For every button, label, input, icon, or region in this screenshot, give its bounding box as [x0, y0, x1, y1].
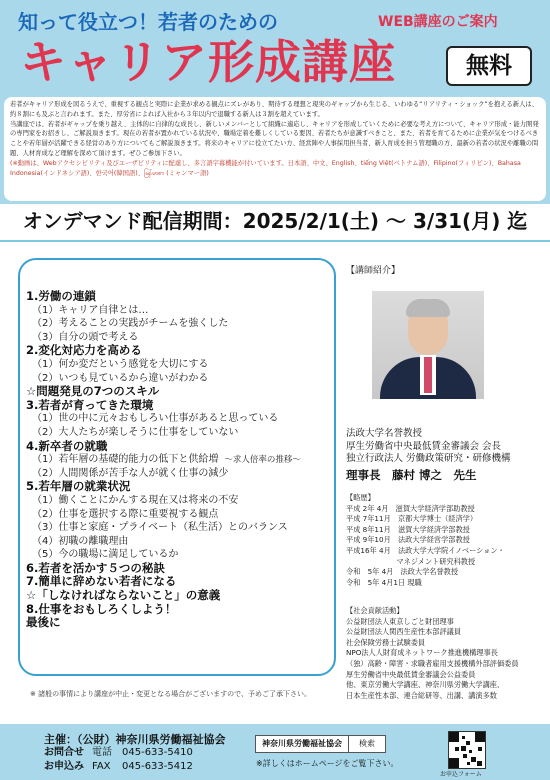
history-item: 平成 8年11月 滋賀大学経済学部教授	[346, 524, 470, 534]
speaker-title-3: 独立行政法人 労働政策研究・研修機構	[346, 453, 511, 464]
delivery-period: オンデマンド配信期間：2025/2/1(土) ～ 3/31(月) 迄	[22, 209, 528, 233]
history-item: 平成16年 4月 法政大学大学院イノベーション・	[346, 545, 505, 555]
search-button[interactable]: 検索	[349, 735, 386, 753]
period-divider	[0, 240, 550, 242]
activity-item: NPO法人人財育成ネットワーク推進機構理事長	[346, 648, 498, 658]
subtitle-note: (※動画は、Webアクセシビリティ及びユーザビリティに配慮し、多言語字幕機能が付いています。日本語、中文、English、tiếng Việt(ベトナム語)、Filipino(フィリピン)、Bahasa Indonesia(インドネシア語)、한국어(韓国語)、မြန်မာစာ (ミャンマー語)	[10, 159, 521, 177]
phone-label: 電話	[92, 747, 112, 758]
toc-subitem: （2）いつも見ているから違いがわかる	[32, 372, 209, 384]
toc-subitem: （1）キャリア自律とは…	[32, 304, 149, 316]
activity-item: （独）高齢・障害・求職者雇用支援機構外部評価委員	[346, 658, 519, 668]
history-item: 平成 2年 4月 滋賀大学経済学部助教授	[346, 503, 475, 513]
cancellation-note: ※ 諸般の事情により講座が中止・変更となる場合がございますので、予めご了承下さい。	[30, 690, 311, 698]
toc-heading: 6.若者を活かす５つの秘訣	[26, 560, 165, 575]
toc-subitem: （1）世の中に元々おもしろい仕事があると思っている	[32, 413, 279, 425]
main-title: キャリア形成講座	[20, 35, 396, 89]
toc-heading: 3.若者が育ってきた環境	[26, 397, 154, 412]
toc-heading: ☆「しなければならないこと」の意義	[26, 588, 221, 603]
toc-subitem: （3）仕事と家庭・プライベート（私生活）とのバランス	[32, 522, 288, 534]
pre-title: 知って役立つ！若者のための	[18, 10, 278, 34]
intro-paragraph-1: 若者がキャリア形成を図るうえで、重視する観点と実際に企業が求める観点にズレがあり、期待する理想と現実のギャップから生じる、いわゆる“リアリティ・ショック”を抱える新人は、約８割にも及ぶと言われます。また、厚労省によれば入社から３年以内で退職する新人は３割を超えています。	[10, 101, 539, 118]
fax-number: 045-633-5412	[122, 761, 193, 772]
free-badge: 無料	[446, 46, 532, 86]
toc-subitem: （5）今の職場に満足しているか	[32, 549, 179, 561]
search-bar	[255, 735, 386, 751]
history-item: 令和 5年 4月 法政大学名誉教授	[346, 567, 459, 577]
toc-subitem: （2）仕事を選択する際に重要視する観点	[32, 508, 219, 520]
activity-item: 日本生産性本部、連合総研等、出講、講演多数	[346, 690, 497, 700]
career-history	[346, 493, 546, 588]
history-item: 平成 7年11月 京都大学博士（経済学）	[346, 514, 478, 524]
activity-item: 厚生労働省中央最低賃金審議会公益委員	[346, 669, 476, 679]
history-item: 平成 9年10月 法政大学経営学部教授	[346, 535, 470, 545]
contact-info	[44, 746, 193, 774]
toc-heading: 1.労働の連鎖	[26, 289, 96, 303]
history-label: 【略歴】	[346, 493, 375, 502]
toc-subitem: （4）初職の離職理由	[32, 535, 129, 547]
fax-label: FAX	[92, 761, 111, 772]
activity-label: 【社会貢献活動】	[346, 606, 404, 615]
speaker-profile	[346, 428, 546, 481]
organizer: 主催：（公財）神奈川県労働福祉協会	[44, 733, 226, 746]
apply-label: お申込み	[44, 761, 84, 772]
toc-heading: 7.簡単に辞めない若者になる	[26, 574, 177, 589]
speaker-title-1: 法政大学名誉教授	[346, 428, 423, 439]
intro-paragraph-2: 当講座では、若者がギャップを乗り越え、主体的に自律的な成長し、新しいメンバーとして組織に適応し、キャリアを形成していくために必要な考え方について、キャリア形成・能力開発の専門家をお招きし、ご解説頂きます。現在の若者が置かれている状況や、職場定着を難しくしている要因、若者たちが意識すべきこと、また、若者を育てるために企業が気をつけるべきことや若年層が活躍できる経営のあり方についてもご解説頂きます。将来のキャリアに役立てたい方、経営陣や人事採用担当者、新人育成を担う管理職の方、最新の若者の状況や離職の問題、人材育成など理解を深めて頂けます。ぜひご参加下さい。	[10, 120, 539, 157]
activity-item: 他、東京労働大学講座、神奈川県労働大学講座、	[346, 680, 505, 690]
speaker-label: 【講師紹介】	[346, 266, 401, 276]
table-of-contents	[26, 290, 331, 630]
toc-heading: 8.仕事をおもしろくしよう！	[26, 601, 177, 616]
speaker-photo	[372, 291, 484, 399]
speaker-name: 理事長 藤村 博之 先生	[346, 467, 477, 482]
toc-heading: ☆問題発見の7つのスキル	[26, 384, 160, 399]
history-item: マネジメント研究科教授	[346, 556, 476, 566]
toc-heading: 4.新卒者の就職	[26, 438, 108, 453]
history-item: 令和 5年 4月1日 現職	[346, 577, 422, 587]
toc-heading: 最後に	[26, 615, 61, 630]
toc-subitem-note: ～求人倍率の推移～	[224, 455, 301, 466]
phone-number[interactable]: 045-633-5410	[122, 747, 193, 758]
toc-heading: 5.若年層の就業状況	[26, 479, 131, 494]
search-input[interactable]: 神奈川県労働福祉協会	[255, 735, 349, 753]
toc-subitem: （2）考えることの実践がチームを強くした	[32, 318, 229, 330]
toc-subitem: （1）働くことにかんする現在又は将来の不安	[32, 494, 239, 506]
toc-subitem: （2）人間関係が苦手な人が就く仕事の減少	[32, 467, 229, 479]
toc-subitem: （3）自分の頭で考える	[32, 331, 139, 343]
web-label: WEB講座のご案内	[378, 14, 498, 30]
qr-code-icon[interactable]	[448, 731, 486, 769]
homepage-note: ※詳しくはホームページをご覧下さい。	[256, 759, 399, 768]
activity-item: 公益財団法人関西生産性本部評議員	[346, 627, 462, 637]
speaker-section-label	[346, 263, 546, 276]
inquiry-label: お問合せ	[44, 747, 84, 758]
toc-subitem: （1）若年層の基礎的能力の低下と供給増 ～求人倍率の推移～	[32, 454, 301, 466]
toc-subitem: （1）何か変だという感覚を大切にする	[32, 358, 209, 370]
toc-heading: 2.変化対応力を高める	[26, 343, 142, 358]
qr-label: お申込フォーム	[440, 771, 482, 778]
activity-item: 公益財団法人東京しごと財団理事	[346, 616, 454, 626]
toc-subitem: （2）大人たちが楽しそうに仕事をしていない	[32, 426, 239, 438]
social-activities	[346, 606, 546, 701]
activity-item: 社会保険労務士試験委員	[346, 637, 426, 647]
intro-text-box	[4, 97, 546, 201]
speaker-title-2: 厚生労働省中央最低賃金審議会 会長	[346, 440, 502, 452]
